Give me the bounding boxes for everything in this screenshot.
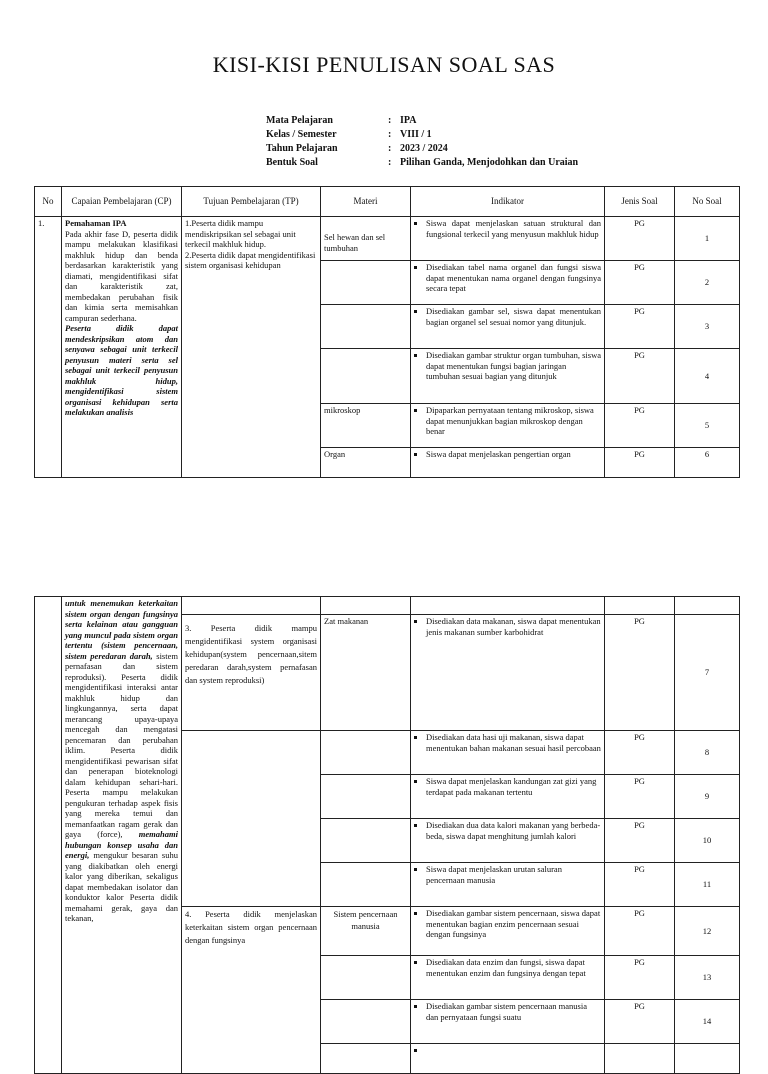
materi-cell <box>321 261 411 305</box>
materi-cell <box>321 819 411 863</box>
indikator-text: ▪ Disediakan gambar struktur organ tumbuhan, siswa dapat menentukan fungsi bagian jaringan tumbuhan sesuai bagian yang ditunjuk <box>426 350 601 382</box>
table-row <box>35 217 740 261</box>
jenis-soal-cell: PG <box>605 615 675 731</box>
row-number: 1. <box>35 217 62 478</box>
materi-cell <box>321 1044 411 1074</box>
indikator-text: ▪ Disediakan tabel nama organel dan fungsi siswa dapat menentukan nama organel dengan fungsinya secara tepat <box>426 262 601 294</box>
tp-cell <box>182 597 321 615</box>
indikator-text: ▪ Siswa dapat menjelaskan satuan struktural dan fungsional terkecil yang menyusun makhluk hidup <box>426 218 601 239</box>
materi-cell <box>321 863 411 907</box>
materi-cell <box>321 349 411 404</box>
no-soal-cell: 12 <box>675 907 740 956</box>
jenis-soal-cell <box>605 597 675 615</box>
indikator-cell <box>411 217 605 261</box>
no-soal-cell: 14 <box>675 1000 740 1044</box>
tp-cell <box>182 731 321 907</box>
no-soal-cell: 13 <box>675 956 740 1000</box>
indikator-text: ▪ Siswa dapat menjelaskan pengertian organ <box>426 449 601 460</box>
cp-text-emphasis: memahami hubungan konsep usaha dan energi, <box>65 829 178 860</box>
indikator-text: ▪ Disediakan data makanan, siswa dapat menentukan jenis makanan sumber karbohidrat <box>426 616 601 637</box>
no-soal-cell: 4 <box>675 349 740 404</box>
no-soal-cell: 1 <box>675 217 740 261</box>
meta-block <box>266 114 578 170</box>
row-number <box>35 597 62 1074</box>
document-title: KISI-KISI PENULISAN SOAL SAS <box>212 52 556 77</box>
indikator-cell <box>411 615 605 731</box>
tp-cell <box>182 907 321 1074</box>
jenis-soal-cell: PG <box>605 448 675 478</box>
materi-cell <box>321 956 411 1000</box>
meta-label: Kelas / Semester <box>266 129 337 140</box>
cp-cell <box>62 217 182 478</box>
cp-title: Pemahaman IPA <box>65 218 127 228</box>
indikator-text: ▪ Siswa dapat menjelaskan kandungan zat gizi yang terdapat pada makanan tertentu <box>426 776 601 797</box>
indikator-text: ▪ Disediakan gambar sistem pencernaan manusia dan pernyataan fungsi suatu <box>426 1001 601 1022</box>
jenis-soal-cell: PG <box>605 349 675 404</box>
indikator-text: ▪ Dipaparkan pernyataan tentang mikroskop, siswa dapat menunjukkan bagian mikroskop dengan benar <box>426 405 601 437</box>
cp-text: Pada akhir fase D, peserta didik mampu melakukan klasifikasi makhluk hidup dan benda berdasarkan karakteristik yang diamati, mengidentifikasi sifat dan karakteristik zat, membedakan perubahan fisik dan kimia serta memisahkan campuran sederhana. <box>65 228 178 323</box>
no-soal-cell: 2 <box>675 261 740 305</box>
jenis-soal-cell: PG <box>605 731 675 775</box>
header-jenis-soal: Jenis Soal <box>605 187 675 217</box>
indikator-text: ▪ Disediakan data enzim dan fungsi, siswa dapat menentukan enzim dan fungsinya dengan tepat <box>426 957 601 978</box>
meta-label: Mata Pelajaran <box>266 115 333 126</box>
indikator-cell <box>411 731 605 775</box>
indikator-cell <box>411 907 605 956</box>
indikator-text: ▪ Disediakan dua data kalori makanan yang berbeda-beda, siswa dapat menghitung jumlah kalori <box>426 820 601 841</box>
header-materi: Materi <box>321 187 411 217</box>
table-header-row <box>35 187 740 217</box>
indikator-cell <box>411 863 605 907</box>
cp-text-emphasis: Peserta didik dapat mendeskripsikan atom dan senyawa sebagai unit terkecil penyusun materi serta sel sebagai unit terkecil penyusun makhluk hidup, mengidentifikasi sistem organisasi kehidupan serta melakukan analisis <box>65 323 178 417</box>
indikator-cell <box>411 1000 605 1044</box>
meta-row: Mata Pelajaran : IPA <box>266 115 417 126</box>
jenis-soal-cell: PG <box>605 404 675 448</box>
jenis-soal-cell: PG <box>605 217 675 261</box>
meta-label: Bentuk Soal <box>266 157 318 168</box>
jenis-soal-cell: PG <box>605 956 675 1000</box>
kisi-table-page2 <box>34 596 740 1074</box>
cp-text-emphasis: untuk menemukan keterkaitan sistem organ dengan fungsinya serta kelainan atau gangguan yang muncul pada sistem organ tertentu (sistem pencernaan, sistem peredaran darah, <box>65 598 178 661</box>
indikator-cell <box>411 404 605 448</box>
meta-label: Tahun Pelajaran <box>266 143 338 154</box>
header-indikator: Indikator <box>411 187 605 217</box>
no-soal-cell: 7 <box>675 615 740 731</box>
materi-cell <box>321 597 411 615</box>
meta-row: Kelas / Semester : VIII / 1 <box>266 129 432 140</box>
indikator-text: ▪ Disediakan gambar sel, siswa dapat menentukan bagian organel sel sesuai nomor yang ditunjuk. <box>426 306 601 327</box>
indikator-text: ▪ Siswa dapat menjelaskan urutan saluran pencernaan manusia <box>426 864 601 885</box>
jenis-soal-cell: PG <box>605 305 675 349</box>
tp-item: 2.Peserta didik dapat mengidentifikasi sistem organisasi kehidupan <box>185 249 316 270</box>
indikator-cell <box>411 819 605 863</box>
jenis-soal-cell: PG <box>605 775 675 819</box>
header-no: No <box>35 187 62 217</box>
jenis-soal-cell: PG <box>605 1000 675 1044</box>
indikator-cell <box>411 956 605 1000</box>
header-no-soal: No Soal <box>675 187 740 217</box>
indikator-cell <box>411 349 605 404</box>
meta-row: Tahun Pelajaran : 2023 / 2024 <box>266 143 448 154</box>
tp-item: 1.Peserta didik mampu mendiskripsikan sel sebagai unit terkecil makhluk hidup. <box>185 218 296 249</box>
indikator-text <box>426 1045 601 1056</box>
indikator-cell <box>411 1044 605 1074</box>
materi-cell <box>321 775 411 819</box>
tp-cell <box>182 615 321 731</box>
meta-value: Pilihan Ganda, Menjodohkan dan Uraian <box>400 157 579 168</box>
materi-cell <box>321 305 411 349</box>
no-soal-cell: 9 <box>675 775 740 819</box>
jenis-soal-cell: PG <box>605 863 675 907</box>
indikator-text: ▪ Disediakan data hasi uji makanan, siswa dapat menentukan bahan makanan sesuai hasil percobaan <box>426 732 601 753</box>
no-soal-cell: 5 <box>675 404 740 448</box>
materi-cell: mikroskop <box>321 404 411 448</box>
materi-cell <box>321 907 411 956</box>
tp-cell <box>182 217 321 478</box>
indikator-cell <box>411 305 605 349</box>
cp-cell-continued <box>62 597 182 1074</box>
indikator-text: ▪ Disediakan gambar sistem pencernaan, siswa dapat menentukan bagian enzim pencernaan sesuai dengan fungsinya <box>426 908 601 940</box>
cp-text: mengukur besaran suhu yang diakibatkan oleh energi kalor yang diberikan, sekaligus dapat membedakan isolator dan konduktor kalor Peserta didik memahami gerak, gaya dan tekanan, <box>65 850 178 923</box>
materi-text: Sistem pencernaan manusia <box>333 909 398 931</box>
materi-cell: Organ <box>321 448 411 478</box>
materi-cell <box>321 217 411 261</box>
meta-value: VIII / 1 <box>400 129 432 140</box>
meta-value: IPA <box>400 115 417 126</box>
jenis-soal-cell <box>605 1044 675 1074</box>
kisi-table-page1 <box>34 186 740 478</box>
materi-cell <box>321 1000 411 1044</box>
no-soal-cell: 8 <box>675 731 740 775</box>
no-soal-cell: 3 <box>675 305 740 349</box>
jenis-soal-cell: PG <box>605 261 675 305</box>
no-soal-cell: 6 <box>675 448 740 478</box>
tp-item: 4. Peserta didik menjelaskan keterkaitan sistem organ pencernaan dengan fungsinya <box>185 909 317 945</box>
meta-row: Bentuk Soal : Pilihan Ganda, Menjodohkan dan Uraian <box>266 157 579 168</box>
jenis-soal-cell: PG <box>605 907 675 956</box>
meta-value: 2023 / 2024 <box>400 143 448 154</box>
cp-text: sistem pernafasan dan sistem reproduksi). Peserta didik mengidentifikasi interaksi antar makhluk hidup dan lingkungannya, serta dapat merancang upaya-upaya mencegah dan mengatasi pencemaran dan perubahan iklim. Peserta didik mengidentifikasi pewarisan sifat dan penerapan bioteknologi dalam kehidupan sehari-hari. Peserta mampu melakukan pengukuran terhadap aspek fisis yang mereka temui dan memanfaatkan ragam gerak dan gaya (force), <box>65 650 178 839</box>
indikator-cell <box>411 775 605 819</box>
no-soal-cell <box>675 597 740 615</box>
no-soal-cell <box>675 1044 740 1074</box>
materi-text: Sel hewan dan sel tumbuhan <box>324 232 386 253</box>
indikator-cell <box>411 448 605 478</box>
header-tp: Tujuan Pembelajaran (TP) <box>182 187 321 217</box>
jenis-soal-cell: PG <box>605 819 675 863</box>
no-soal-cell: 11 <box>675 863 740 907</box>
header-cp: Capaian Pembelajaran (CP) <box>62 187 182 217</box>
table-row <box>35 597 740 615</box>
materi-cell: Zat makanan <box>321 615 411 731</box>
indikator-cell <box>411 261 605 305</box>
indikator-cell <box>411 597 605 615</box>
tp-item: 3. Peserta didik mampu mengidentifikasi system organisasi kehidupan(system pencernaan,sitem peredaran darah,system pernafasan dan system reproduksi) <box>185 623 317 685</box>
no-soal-cell: 10 <box>675 819 740 863</box>
materi-cell <box>321 731 411 775</box>
